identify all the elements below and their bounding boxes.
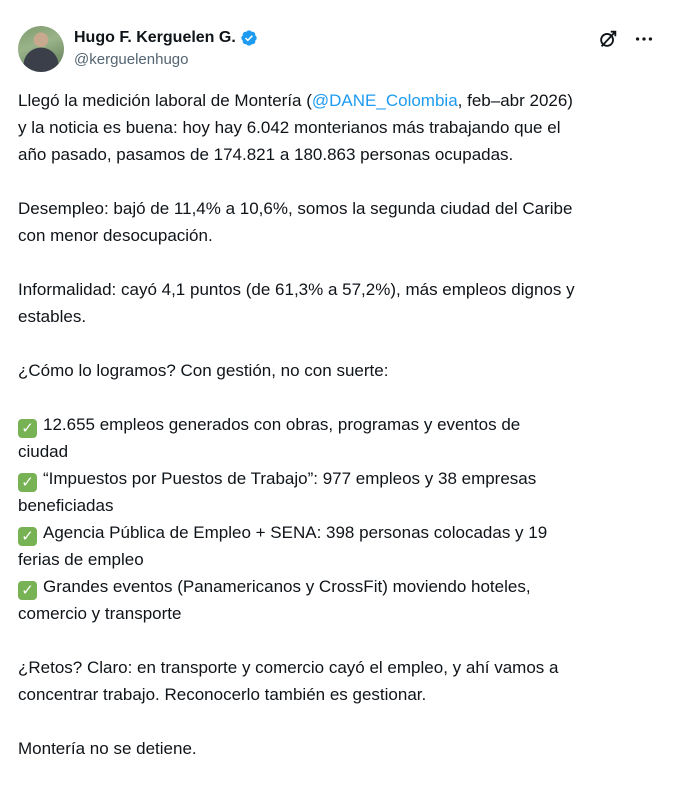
name-row <box>74 27 258 49</box>
text-segment: Grandes eventos (Panamericanos y CrossFit) moviendo hoteles, <box>43 577 531 596</box>
text-line: Desempleo: bajó de 11,4% a 10,6%, somos la segunda ciudad del Caribe <box>18 199 573 218</box>
text-line: concentrar trabajo. Reconocerlo también es gestionar. <box>18 685 427 704</box>
paragraph-closing <box>18 735 658 762</box>
text-segment: Agencia Pública de Empleo + SENA: 398 personas colocadas y 19 <box>43 523 548 542</box>
check-mark-icon: ✓ <box>18 581 37 600</box>
check-mark-icon: ✓ <box>18 419 37 438</box>
text-line: y la noticia es buena: hoy hay 6.042 monterianos más trabajando que el <box>18 118 561 137</box>
more-icon[interactable] <box>633 28 655 50</box>
text-line: ciudad <box>18 442 69 461</box>
text-segment: Llegó la medición laboral de Montería ( <box>18 91 312 110</box>
text-segment: “Impuestos por Puestos de Trabajo”: 977 empleos y 38 empresas <box>43 469 537 488</box>
text-line: comercio y transporte <box>18 604 182 623</box>
text-line: ¿Cómo lo logramos? Con gestión, no con suerte: <box>18 361 389 380</box>
text-line: ferias de empleo <box>18 550 144 569</box>
paragraph-unemployment <box>18 195 658 249</box>
text-line: estables. <box>18 307 87 326</box>
text-line: beneficiadas <box>18 496 114 515</box>
paragraph-informality <box>18 276 658 330</box>
text-line: Informalidad: cayó 4,1 puntos (de 61,3% a 57,2%), más empleos dignos y <box>18 280 575 299</box>
verified-badge-icon[interactable] <box>240 29 258 47</box>
author-handle[interactable]: @kerguelenhugo <box>74 51 189 68</box>
grok-icon[interactable] <box>597 28 619 50</box>
text-segment: 12.655 empleos generados con obras, programas y eventos de <box>43 415 521 434</box>
list-item <box>18 411 658 465</box>
check-mark-icon: ✓ <box>18 473 37 492</box>
text-line: Montería no se detiene. <box>18 739 197 758</box>
text-line <box>18 411 658 438</box>
text-line: con menor desocupación. <box>18 226 213 245</box>
list-item <box>18 465 658 519</box>
text-segment: , feb–abr 2026) <box>457 91 573 110</box>
paragraph-intro <box>18 87 658 168</box>
post-actions <box>597 28 655 50</box>
text-line <box>18 465 658 492</box>
text-line: año pasado, pasamos de 174.821 a 180.863 personas ocupadas. <box>18 145 514 164</box>
check-list <box>18 411 658 627</box>
post-text <box>18 87 658 789</box>
text-line <box>18 573 658 600</box>
avatar[interactable] <box>18 26 64 72</box>
check-mark-icon: ✓ <box>18 527 37 546</box>
list-item <box>18 573 658 627</box>
list-item <box>18 519 658 573</box>
mention-link[interactable]: @DANE_Colombia <box>311 91 458 110</box>
text-line: ¿Retos? Claro: en transporte y comercio cayó el empleo, y ahí vamos a <box>18 658 559 677</box>
author-block <box>74 27 258 68</box>
author-display-name[interactable]: Hugo F. Kerguelen G. <box>74 29 236 46</box>
post-header <box>18 20 655 76</box>
text-line <box>18 87 658 114</box>
paragraph-challenges <box>18 654 658 708</box>
text-line <box>18 519 658 546</box>
paragraph-how <box>18 357 658 384</box>
